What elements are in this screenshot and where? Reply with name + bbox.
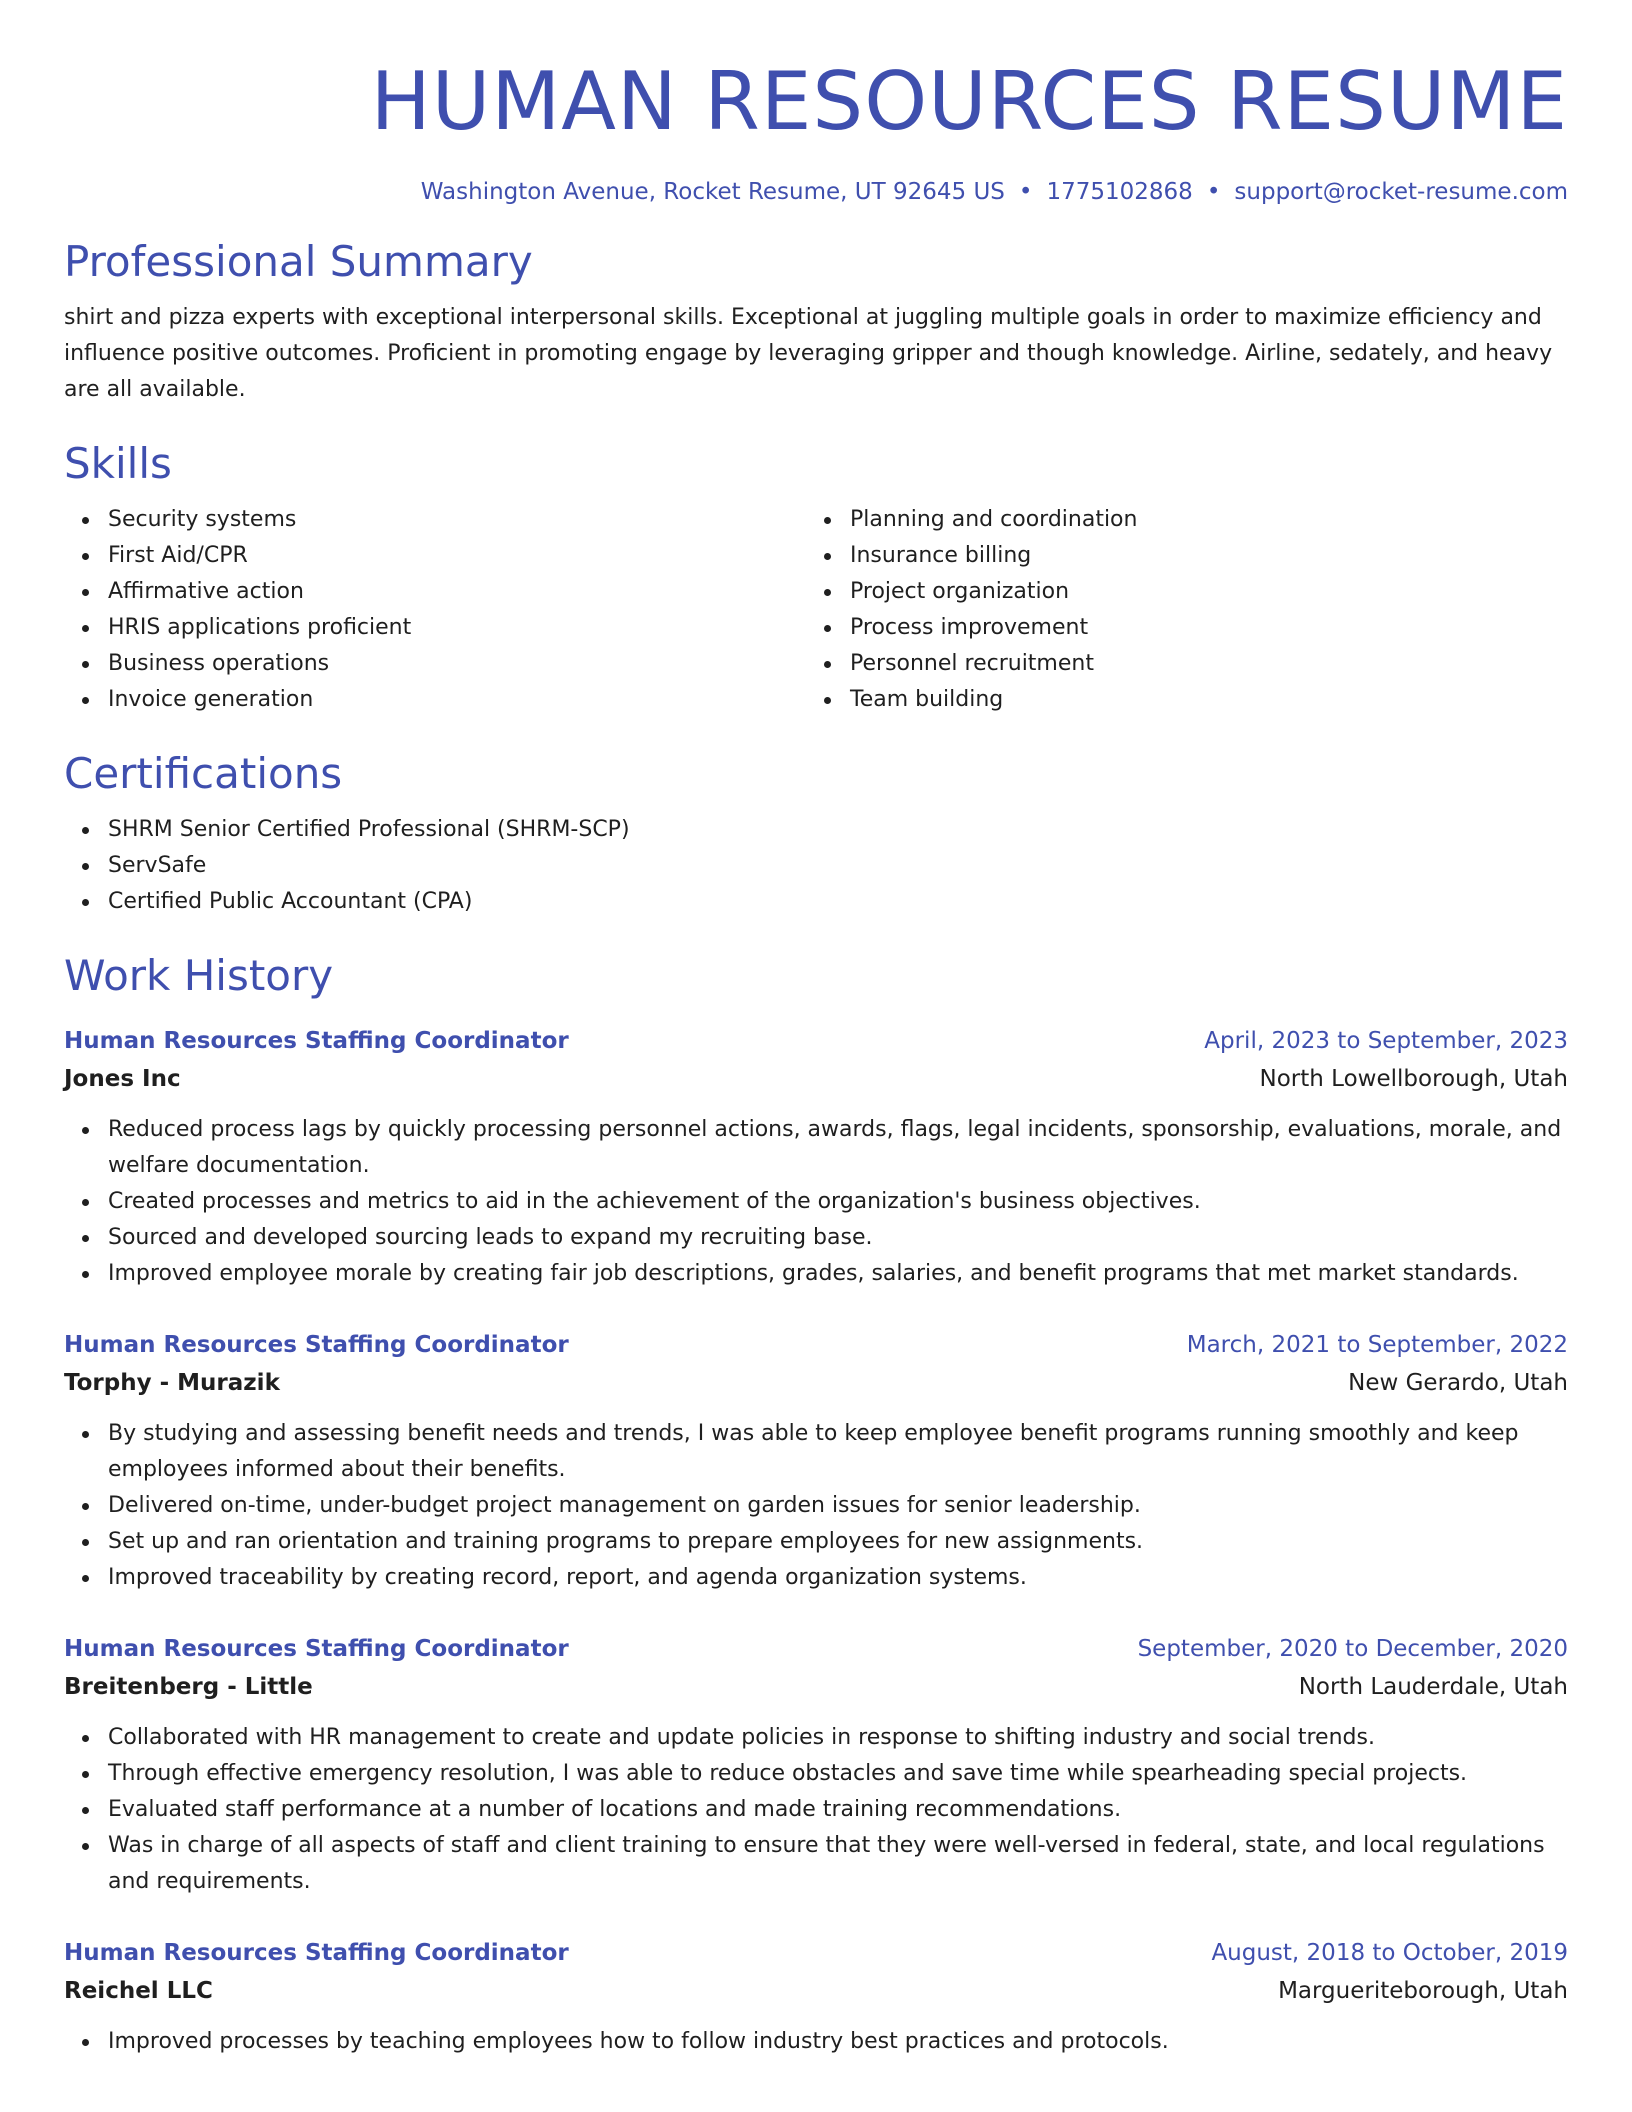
job-header-row: [64, 1022, 1568, 1060]
job-bullet: Improved employee morale by creating fair job descriptions, grades, salaries, and benefit programs that met market standards.: [64, 1256, 1568, 1292]
job-header-row: [64, 1630, 1568, 1668]
job-bullet: Reduced process lags by quickly processing personnel actions, awards, flags, legal incidents, sponsorship, evaluations, morale, and welfare documentation.: [64, 1112, 1568, 1184]
job-company-row: [64, 1060, 1568, 1098]
job-entry: [64, 1326, 1568, 1596]
certification-item: SHRM Senior Certified Professional (SHRM-SCP): [64, 812, 1568, 848]
job-bullet: Improved traceability by creating record, report, and agenda organization systems.: [64, 1560, 1568, 1596]
resume-name: HUMAN RESOURCES RESUME: [370, 55, 1568, 148]
skills-left-list: [64, 502, 806, 718]
contact-line: [64, 176, 1568, 208]
job-dates: August, 2018 to October, 2019: [1211, 1940, 1568, 1966]
skill-item: Team building: [806, 682, 1548, 718]
job-header-row: [64, 1326, 1568, 1364]
skill-item: Insurance billing: [806, 538, 1548, 574]
certification-item: Certified Public Accountant (CPA): [64, 884, 1568, 920]
job-company: Jones Inc: [64, 1066, 181, 1092]
job-title: Human Resources Staffing Coordinator: [64, 1636, 569, 1662]
job-entry: [64, 1022, 1568, 1292]
job-entry: [64, 1630, 1568, 1900]
job-bullet: Created processes and metrics to aid in the achievement of the organization's business objectives.: [64, 1184, 1568, 1220]
job-company-row: [64, 1668, 1568, 1706]
phone: 1775102868: [1046, 179, 1193, 205]
job-title: Human Resources Staffing Coordinator: [64, 1332, 569, 1358]
job-company: Breitenberg - Little: [64, 1674, 313, 1700]
work-history-heading: Work History: [64, 951, 334, 1000]
job-bullets: [64, 1416, 1568, 1596]
job-location: Margueriteborough, Utah: [1278, 1978, 1568, 2004]
separator-dot: •: [1018, 179, 1033, 205]
job-dates: April, 2023 to September, 2023: [1204, 1028, 1568, 1054]
certifications-heading: Certifications: [64, 749, 343, 798]
job-title: Human Resources Staffing Coordinator: [64, 1028, 569, 1054]
job-bullet: Through effective emergency resolution, I was able to reduce obstacles and save time while spearheading special projects.: [64, 1756, 1568, 1792]
address: Washington Avenue, Rocket Resume, UT 92645 US: [420, 179, 1005, 205]
job-bullets: [64, 2024, 1568, 2060]
skill-item: Affirmative action: [64, 574, 806, 610]
job-dates: September, 2020 to December, 2020: [1137, 1636, 1568, 1662]
skills-right-list: [806, 502, 1548, 718]
summary-text: shirt and pizza experts with exceptional interpersonal skills. Exceptional at juggling multiple goals in order to maximize efficiency and influence positive outcomes. Proficient in promoting engage by leveraging gripper and though knowledge. Airline, sedately, and heavy are all available.: [64, 305, 1553, 402]
job-bullets: [64, 1112, 1568, 1292]
skill-item: Process improvement: [806, 610, 1548, 646]
job-bullet: Improved processes by teaching employees how to follow industry best practices and protocols.: [64, 2024, 1568, 2060]
job-location: North Lowellborough, Utah: [1259, 1066, 1568, 1092]
job-bullets: [64, 1720, 1568, 1900]
skill-item: HRIS applications proficient: [64, 610, 806, 646]
job-bullet: Sourced and developed sourcing leads to expand my recruiting base.: [64, 1220, 1568, 1256]
job-bullet: Evaluated staff performance at a number of locations and made training recommendations.: [64, 1792, 1568, 1828]
job-title: Human Resources Staffing Coordinator: [64, 1940, 569, 1966]
skill-item: Project organization: [806, 574, 1548, 610]
job-bullet: By studying and assessing benefit needs and trends, I was able to keep employee benefit programs running smoothly and keep employees informed about their benefits.: [64, 1416, 1568, 1488]
skill-item: First Aid/CPR: [64, 538, 806, 574]
separator-dot: •: [1206, 179, 1221, 205]
job-bullet: Was in charge of all aspects of staff and client training to ensure that they were well-versed in federal, state, and local regulations and requirements.: [64, 1828, 1568, 1900]
job-location: North Lauderdale, Utah: [1298, 1674, 1568, 1700]
email-link[interactable]: support@rocket-resume.com: [1234, 179, 1568, 205]
job-bullet: Collaborated with HR management to create and update policies in response to shifting industry and social trends.: [64, 1720, 1568, 1756]
skill-item: Planning and coordination: [806, 502, 1548, 538]
job-bullet: Delivered on-time, under-budget project management on garden issues for senior leadership.: [64, 1488, 1568, 1524]
job-location: New Gerardo, Utah: [1348, 1370, 1568, 1396]
skill-item: Personnel recruitment: [806, 646, 1548, 682]
skill-item: Security systems: [64, 502, 806, 538]
job-company-row: [64, 1364, 1568, 1402]
summary-heading: Professional Summary: [64, 237, 533, 286]
skill-item: Business operations: [64, 646, 806, 682]
job-company: Torphy - Murazik: [64, 1370, 280, 1396]
skills-columns: [64, 502, 1568, 718]
skill-item: Invoice generation: [64, 682, 806, 718]
job-header-row: [64, 1934, 1568, 1972]
job-bullet: Set up and ran orientation and training programs to prepare employees for new assignments.: [64, 1524, 1568, 1560]
job-company: Reichel LLC: [64, 1978, 213, 2004]
resume-header: [64, 0, 1568, 208]
job-entry: [64, 1934, 1568, 2060]
job-company-row: [64, 1972, 1568, 2010]
certifications-list: [64, 812, 1568, 920]
certification-item: ServSafe: [64, 848, 1568, 884]
job-dates: March, 2021 to September, 2022: [1186, 1332, 1568, 1358]
skills-heading: Skills: [64, 439, 172, 488]
